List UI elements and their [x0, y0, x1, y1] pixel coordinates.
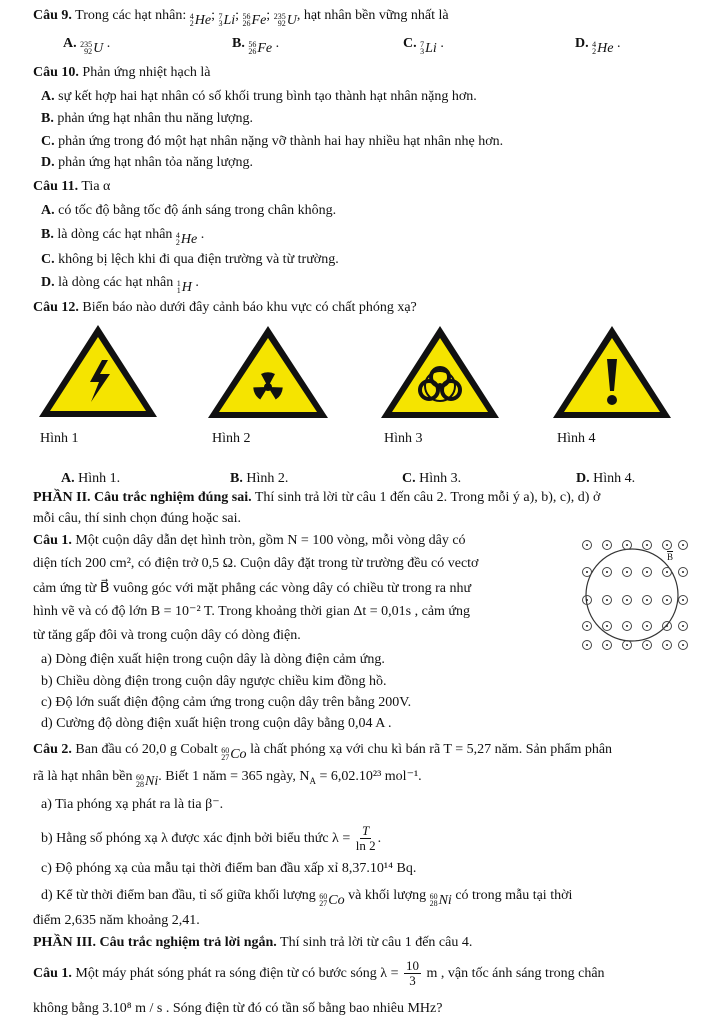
q11-option-c[interactable]: C. không bị lệch khi đi qua điện trường và từ trường. — [41, 252, 339, 267]
q9-stem: Câu 9. Trong các hạt nhân: 4 2 He ; 7 3 Li ; 56 26 Fe ; 235 92 U , hạt nhân bền vững nhất là — [33, 8, 449, 28]
q10-stem: Câu 10. Phản ứng nhiệt hạch là — [33, 65, 211, 80]
p3q1-line-1: Câu 1. Một máy phát sóng phát ra sóng điện từ có bước sóng λ = $\frac{10}{3}$ m , vận tốc ánh sáng trong chân — [33, 958, 605, 989]
q9-option-c[interactable]: C. 7 3 Li . — [403, 36, 444, 56]
part2-heading: PHẦN II. Câu trắc nghiệm đúng sai. Thí sinh trả lời từ câu 1 đến câu 2. Trong mỗi ý a), b), c), d) ở — [33, 490, 601, 505]
q12-option-d[interactable]: D. Hình 4. — [576, 471, 636, 486]
q12-option-b[interactable]: B. Hình 2. — [230, 471, 289, 486]
fraction: $\frac{10}{3}$ — [405, 958, 419, 989]
fraction: $\frac{T}{\ln 2}$ — [355, 823, 376, 854]
nuclide: 4 2 He — [189, 12, 212, 28]
p2q2-line-1: Câu 2. Ban đầu có 20,0 g Cobalt 60 27 Co là chất phóng xạ với chu kì bán rã T = 5,27 năm. Sản phẩm phân — [33, 742, 613, 762]
q11-stem: Câu 11. Tia α — [33, 179, 111, 194]
q9-option-a[interactable]: A. 235 92 U . — [63, 36, 111, 56]
high-voltage-sign-icon — [36, 322, 160, 420]
q10-option-a[interactable]: A. sự kết hợp hai hạt nhân có số khối trung bình tạo thành hạt nhân nặng hơn. — [41, 89, 477, 104]
p2q2-line-2: rã là hạt nhân bền 60 28 Ni . Biết 1 năm = 365 ngày, $N_A = 6,02.10^{23}$ mol⁻¹. — [33, 769, 422, 789]
p2q2-item-c[interactable]: c) Độ phóng xạ của mẫu tại thời điểm ban đầu xấp xỉ 8,37.10¹⁴ Bq. — [41, 861, 417, 876]
p2q2-item-d-cont: điểm 2,635 năm khoảng 2,41. — [33, 913, 200, 928]
figure-caption-1: Hình 1 — [40, 431, 79, 446]
figure-caption-4: Hình 4 — [557, 431, 596, 446]
q9-title: Câu 9. — [33, 8, 72, 23]
part2-instructions: mỗi câu, thí sinh chọn đúng hoặc sai. — [33, 511, 242, 526]
nuclide: 7 3 Li — [218, 12, 236, 28]
p2q1-line-3: cảm ứng từ B⃗ vuông góc với mặt phẳng các vòng dây có chiều từ trong ra như — [33, 581, 472, 596]
p2q1-item-d[interactable]: d) Cường độ dòng điện xuất hiện trong cuộn dây bằng 0,04 A . — [41, 716, 392, 731]
q11-option-a[interactable]: A. có tốc độ bằng tốc độ ánh sáng trong chân không. — [41, 203, 337, 218]
p2q1-item-a[interactable]: a) Dòng điện xuất hiện trong cuộn dây là dòng điện cảm ứng. — [41, 652, 385, 667]
q12-option-a[interactable]: A. Hình 1. — [61, 471, 121, 486]
p2q2-item-b[interactable]: b) Hằng số phóng xạ λ được xác định bởi biểu thức λ = $\frac{T}{\ln 2}$ . — [41, 823, 382, 854]
p2q2-item-a[interactable]: a) Tia phóng xạ phát ra là tia β⁻. — [41, 797, 224, 812]
b-field-label: $\overline{B}$ — [667, 552, 674, 562]
p2q1-line-5: từ tăng gấp đôi và trong cuộn dây có dòng điện. — [33, 628, 301, 643]
warning-sign-icon — [550, 323, 674, 421]
p2q2-item-d[interactable]: d) Kể từ thời điểm ban đầu, tỉ số giữa khối lượng 60 27 Co và khối lượng 60 28 Ni có trong mẫu tại thời — [41, 888, 573, 908]
nuclide: 235 92 U — [273, 12, 297, 28]
figure-caption-3: Hình 3 — [384, 431, 423, 446]
p2q1-line-2: diện tích 200 cm², có điện trở 0,5 Ω. Cuộn dây đặt trong từ trường đều có vectơ — [33, 556, 479, 571]
biohazard-sign-icon — [378, 323, 502, 421]
p2q1-line-1: Câu 1. Một cuộn dây dẫn dẹt hình tròn, gồm N = 100 vòng, mỗi vòng dây có — [33, 533, 466, 548]
radiation-sign-icon — [206, 323, 331, 421]
q10-option-b[interactable]: B. phản ứng hạt nhân thu năng lượng. — [41, 111, 253, 126]
q12-option-c[interactable]: C. Hình 3. — [402, 471, 462, 486]
q11-option-b[interactable]: B. là dòng các hạt nhân 4 2 He . — [41, 227, 205, 247]
q9-option-b[interactable]: B. 56 26 Fe . — [232, 36, 280, 56]
q10-option-d[interactable]: D. phản ứng hạt nhân tỏa năng lượng. — [41, 155, 253, 170]
figure-caption-2: Hình 2 — [212, 431, 251, 446]
coil-field-diagram — [580, 536, 690, 654]
p2q1-item-c[interactable]: c) Độ lớn suất điện động cảm ứng trong cuộn dây trên bằng 200V. — [41, 695, 412, 710]
q9-stem-text: Trong các hạt nhân: — [71, 8, 190, 23]
part3-heading: PHẦN III. Câu trắc nghiệm trả lời ngắn. Thí sinh trả lời từ câu 1 đến câu 4. — [33, 935, 473, 950]
nuclide: 56 26 Fe — [242, 12, 267, 28]
p2q1-line-4: hình vẽ và có độ lớn B = 10⁻² T. Trong khoảng thời gian Δt = 0,01s , cảm ứng — [33, 604, 471, 619]
q10-option-c[interactable]: C. phản ứng trong đó một hạt nhân nặng vỡ thành hai hay nhiều hạt nhân nhẹ hơn. — [41, 134, 504, 149]
q12-stem: Câu 12. Biển báo nào dưới đây cảnh báo khu vực có chất phóng xạ? — [33, 300, 417, 315]
p2q1-item-b[interactable]: b) Chiều dòng điện trong cuộn dây ngược chiều kim đồng hồ. — [41, 674, 387, 689]
p3q1-line-2: không bằng 3.10⁸ m / s . Sóng điện từ đó có tần số bằng bao nhiêu MHz? — [33, 1001, 443, 1016]
q9-option-d[interactable]: D. 4 2 He . — [575, 36, 621, 56]
q11-option-d[interactable]: D. là dòng các hạt nhân 1 1 H . — [41, 275, 199, 295]
coil-circle — [580, 536, 690, 654]
